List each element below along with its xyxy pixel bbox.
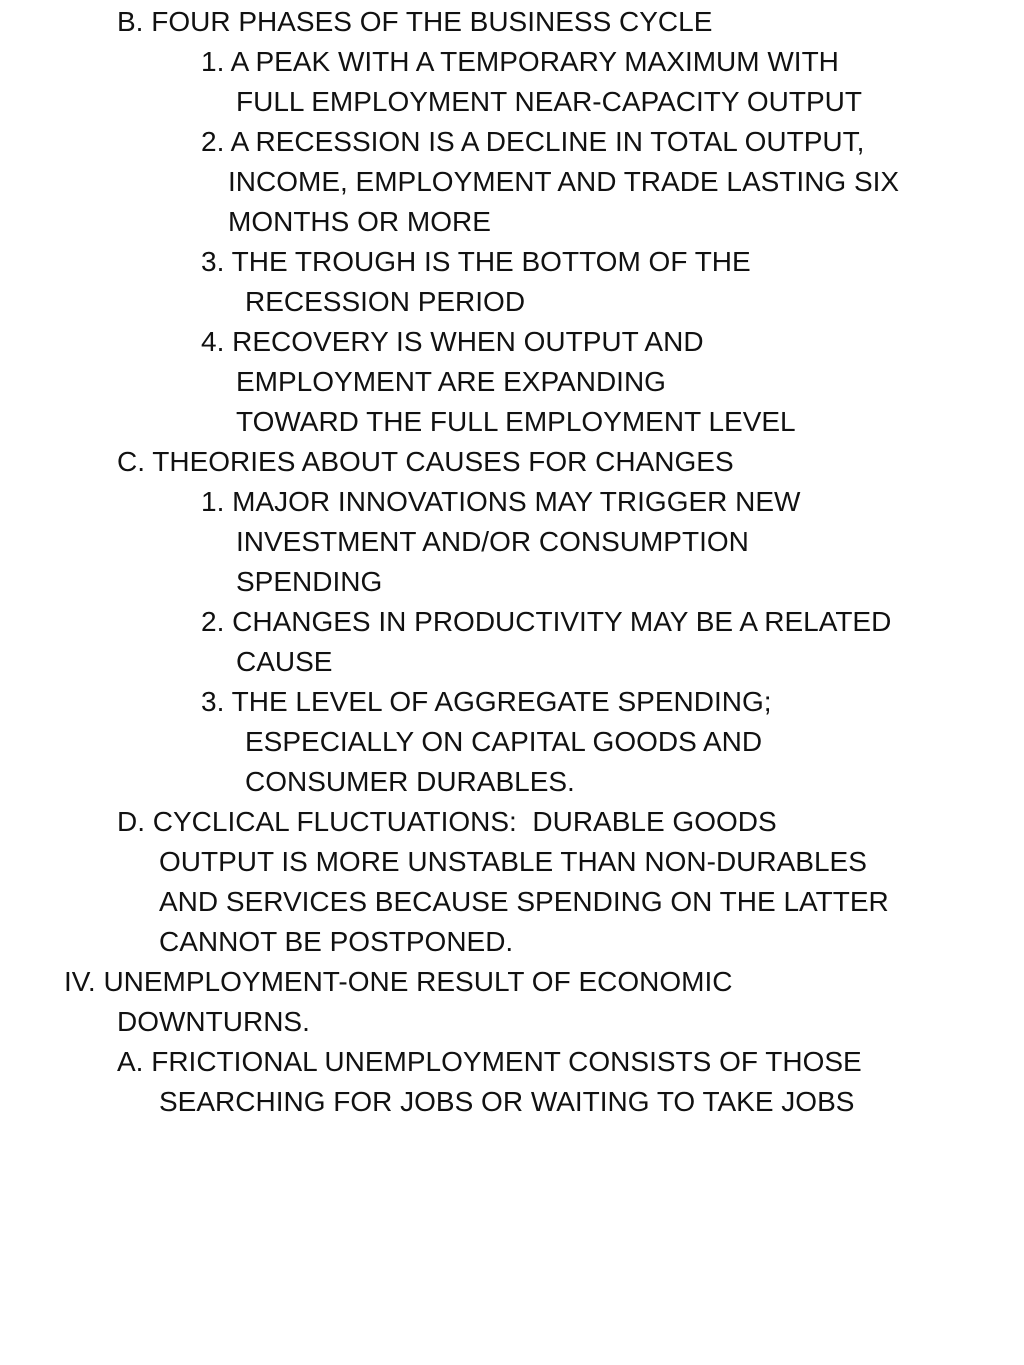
item-line: FULL EMPLOYMENT NEAR-CAPACITY OUTPUT [236, 86, 862, 117]
item-line: SPENDING [236, 566, 383, 597]
item-line: CAUSE [236, 646, 333, 677]
item-line: INVESTMENT AND/OR CONSUMPTION [236, 526, 749, 557]
item-line: CONSUMER DURABLES. [245, 766, 575, 797]
item-line: ESPECIALLY ON CAPITAL GOODS AND [245, 726, 763, 757]
item-line: INCOME, EMPLOYMENT AND TRADE LASTING SIX [228, 166, 900, 197]
section-b-heading: B. FOUR PHASES OF THE BUSINESS CYCLE [117, 6, 713, 37]
sub-a-line: SEARCHING FOR JOBS OR WAITING TO TAKE JOBS [159, 1086, 855, 1117]
section-d-line: CANNOT BE POSTPONED. [159, 926, 514, 957]
section-d-heading: D. CYCLICAL FLUCTUATIONS: DURABLE GOODS [117, 806, 777, 837]
item-line: RECESSION PERIOD [245, 286, 526, 317]
item-line: 2. CHANGES IN PRODUCTIVITY MAY BE A RELATED [201, 606, 892, 637]
sub-a-heading: A. FRICTIONAL UNEMPLOYMENT CONSISTS OF THOSE [117, 1046, 862, 1077]
section-iv-heading: IV. UNEMPLOYMENT-ONE RESULT OF ECONOMIC [64, 966, 733, 997]
item-line: 2. A RECESSION IS A DECLINE IN TOTAL OUTPUT, [201, 126, 865, 157]
item-line: MONTHS OR MORE [228, 206, 491, 237]
item-line: 3. THE TROUGH IS THE BOTTOM OF THE [201, 246, 751, 277]
section-d-line: OUTPUT IS MORE UNSTABLE THAN NON-DURABLES [159, 846, 867, 877]
section-d-line: AND SERVICES BECAUSE SPENDING ON THE LATTER [159, 886, 889, 917]
item-line: EMPLOYMENT ARE EXPANDING [236, 366, 666, 397]
item-line: 1. MAJOR INNOVATIONS MAY TRIGGER NEW [201, 486, 801, 517]
section-c-heading: C. THEORIES ABOUT CAUSES FOR CHANGES [117, 446, 734, 477]
item-line: 4. RECOVERY IS WHEN OUTPUT AND [201, 326, 704, 357]
item-line: 3. THE LEVEL OF AGGREGATE SPENDING; [201, 686, 772, 717]
item-line: TOWARD THE FULL EMPLOYMENT LEVEL [236, 406, 796, 437]
item-line: 1. A PEAK WITH A TEMPORARY MAXIMUM WITH [201, 46, 839, 77]
section-iv-line: DOWNTURNS. [117, 1006, 310, 1037]
